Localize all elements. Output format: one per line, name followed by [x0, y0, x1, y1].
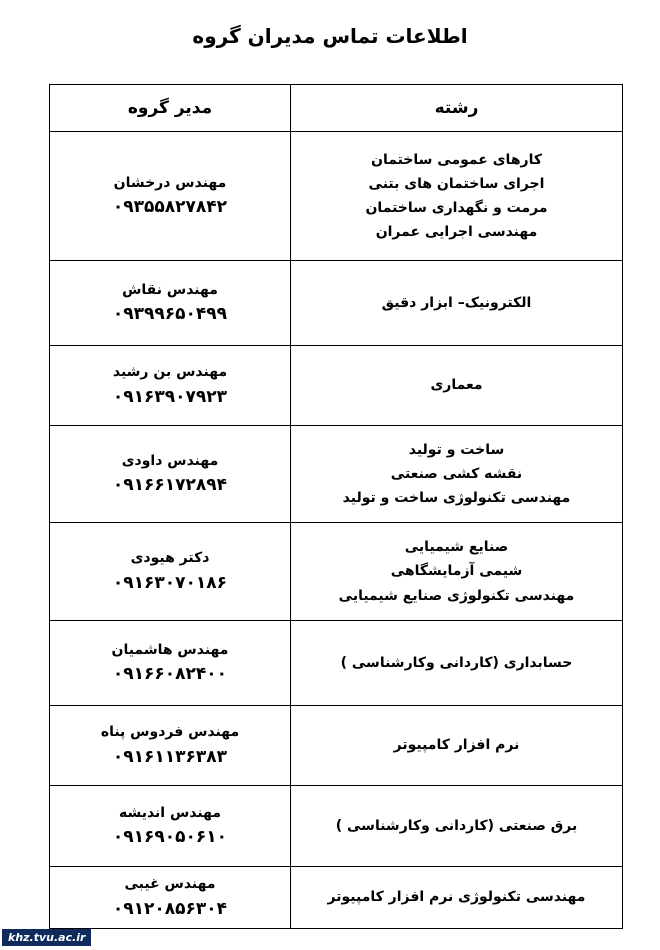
field-name: مهندسی تکنولوژی صنایع شیمیایی — [338, 587, 575, 604]
field-name: نرم افزار کامپیوتر — [393, 737, 520, 754]
field-cell — [291, 426, 623, 523]
manager-name: مهندس اندیشه — [118, 804, 222, 821]
table-row — [50, 867, 623, 929]
manager-phone: ۰۹۱۶۶۰۸۲۴۰۰ — [112, 664, 228, 685]
manager-cell — [50, 261, 291, 346]
header-field: رشته — [291, 85, 623, 132]
manager-name: مهندس درخشان — [113, 174, 227, 191]
field-cell — [291, 132, 623, 261]
field-name: کارهای عمومی ساختمان — [371, 151, 542, 168]
field-cell — [291, 786, 623, 867]
field-cell — [291, 523, 623, 621]
manager-name: مهندس بن رشید — [112, 364, 228, 381]
manager-phone: ۰۹۱۶۳۰۷۰۱۸۶ — [112, 572, 228, 593]
field-name: مرمت و نگهداری ساختمان — [365, 200, 548, 216]
manager-cell — [50, 132, 291, 261]
manager-phone: ۰۹۳۵۵۸۲۷۸۴۲ — [112, 197, 228, 218]
manager-name: مهندس غیبی — [124, 876, 216, 893]
manager-cell — [50, 621, 291, 706]
manager-name: مهندس فردوس پناه — [100, 724, 240, 741]
field-name: صنایع شیمیایی — [404, 539, 509, 556]
manager-phone: ۰۹۱۶۹۰۵۰۶۱۰ — [112, 827, 228, 848]
field-cell — [291, 867, 623, 929]
site-watermark: khz.tvu.ac.ir — [2, 929, 91, 946]
manager-cell — [50, 426, 291, 523]
table-row — [50, 261, 623, 346]
field-name: حسابداری (کاردانی وکارشناسی ) — [340, 654, 573, 671]
manager-cell — [50, 523, 291, 621]
table-row — [50, 426, 623, 523]
manager-phone: ۰۹۱۶۱۱۳۶۳۸۳ — [112, 746, 228, 767]
manager-cell — [50, 786, 291, 867]
field-cell — [291, 621, 623, 706]
field-name: شیمی آزمایشگاهی — [390, 563, 523, 580]
manager-phone: ۰۹۱۲۰۸۵۶۳۰۴ — [112, 898, 228, 919]
field-name: اجرای ساختمان های بتنی — [368, 175, 545, 192]
manager-name: مهندس هاشمیان — [111, 641, 229, 658]
field-name: ساخت و تولید — [408, 441, 505, 458]
manager-phone: ۰۹۱۶۶۱۷۲۸۹۴ — [112, 475, 228, 496]
table-row — [50, 346, 623, 426]
table-row — [50, 706, 623, 786]
field-cell — [291, 261, 623, 346]
manager-cell — [50, 346, 291, 426]
field-name: مهندسی تکنولوژی نرم افزار کامپیوتر — [327, 889, 586, 906]
manager-name: مهندس نقاش — [122, 281, 218, 298]
manager-cell — [50, 867, 291, 929]
table-row — [50, 621, 623, 706]
header-manager: مدیر گروه — [50, 85, 291, 132]
page-title: اطلاعات تماس مدیران گروه — [192, 24, 468, 48]
contacts-table — [49, 84, 623, 929]
field-name: برق صنعتی (کاردانی وکارشناسی ) — [335, 817, 578, 834]
table-row — [50, 523, 623, 621]
field-name: نقشه کشی صنعتی — [390, 465, 523, 482]
field-name: الکترونیک– ابزار دقیق — [381, 294, 532, 311]
table-header-row — [50, 85, 623, 132]
manager-cell — [50, 706, 291, 786]
table-row — [50, 786, 623, 867]
field-name: مهندسی اجرایی عمران — [375, 224, 538, 241]
field-cell — [291, 706, 623, 786]
field-cell — [291, 346, 623, 426]
manager-phone: ۰۹۱۶۳۹۰۷۹۲۳ — [112, 386, 228, 407]
manager-name: مهندس داودی — [121, 452, 219, 469]
manager-phone: ۰۹۳۹۹۶۵۰۴۹۹ — [112, 304, 228, 325]
field-name: معماری — [430, 377, 483, 394]
manager-name: دکتر هیودی — [130, 550, 210, 567]
field-name: مهندسی تکنولوژی ساخت و تولید — [342, 490, 571, 507]
table-row — [50, 132, 623, 261]
